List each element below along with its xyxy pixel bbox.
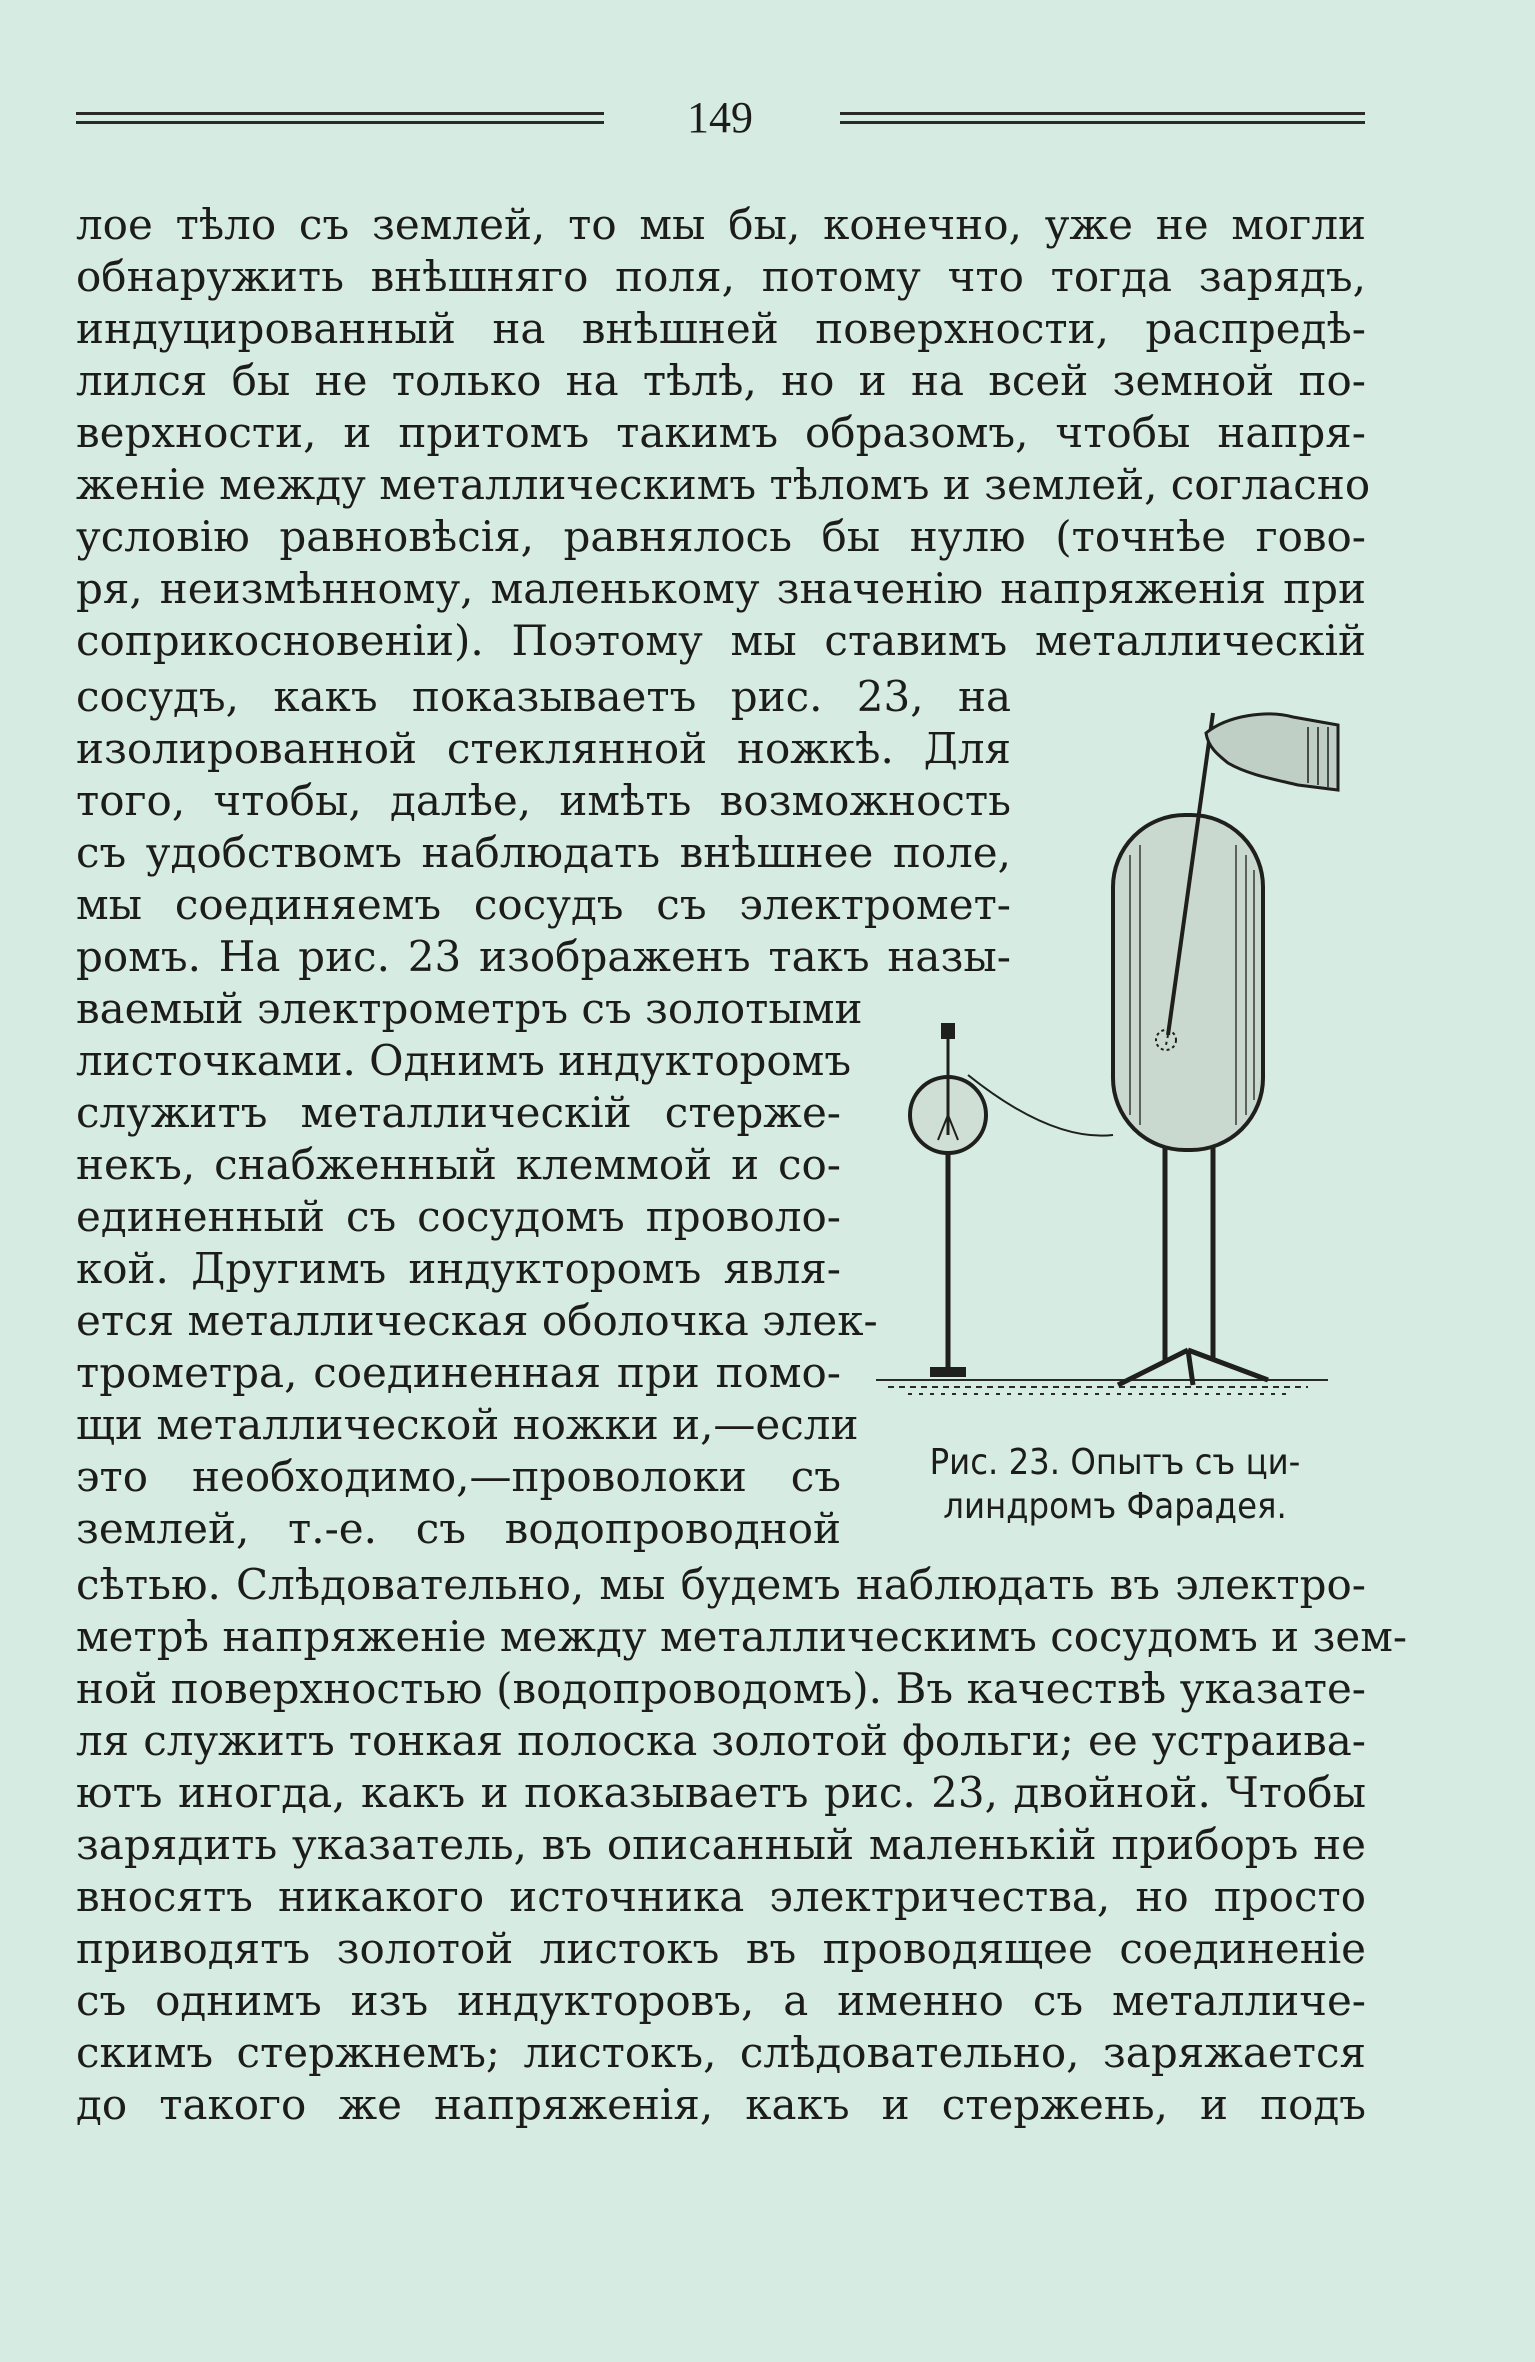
text-line: съ однимъ изъ индукторовъ, а именно съ металличе- — [76, 1976, 1366, 2025]
header-rule-right — [840, 112, 1365, 126]
text-line: сосудъ, какъ показываетъ рис. 23, на — [76, 672, 1011, 721]
text-line: листочками. Однимъ индукторомъ — [76, 1036, 852, 1085]
text-line: приводятъ золотой листокъ въ проводящее соединеніе — [76, 1924, 1366, 1973]
text-line: женіе между металлическимъ тѣломъ и землей, согласно — [76, 460, 1371, 509]
text-line: ля служитъ тонкая полоска золотой фольги; ее устраива- — [76, 1716, 1366, 1765]
text-line: землей, т.-е. съ водопроводной — [76, 1504, 841, 1553]
text-line: индуцированный на внѣшней поверхности, распредѣ- — [76, 304, 1366, 353]
text-line: метрѣ напряженіе между металлическимъ сосудомъ и зем- — [76, 1612, 1408, 1661]
text-line: съ удобствомъ наблюдать внѣшнее поле, — [76, 828, 1011, 877]
text-line: единенный съ сосудомъ проволо- — [76, 1192, 841, 1241]
text-line: ютъ иногда, какъ и показываетъ рис. 23, двойной. Чтобы — [76, 1768, 1366, 1817]
text-line: некъ, снабженный клеммой и со- — [76, 1140, 841, 1189]
figure-caption-line: Рис. 23. Опытъ съ ци- — [929, 1442, 1301, 1483]
text-line: сѣтью. Слѣдовательно, мы будемъ наблюдать въ электро- — [76, 1560, 1366, 1609]
text-line: кой. Другимъ индукторомъ явля- — [76, 1244, 841, 1293]
text-line: того, чтобы, далѣе, имѣть возможность — [76, 776, 1011, 825]
text-line: трометра, соединенная при помо- — [76, 1348, 841, 1397]
text-line: ря, неизмѣнному, маленькому значенію напряженія при — [76, 564, 1366, 613]
header-rule-left — [76, 112, 604, 126]
text-line: лое тѣло съ землей, то мы бы, конечно, уже не могли — [76, 200, 1366, 249]
faraday-cylinder-illustration — [868, 695, 1343, 1430]
figure-caption-line: линдромъ Фарадея. — [943, 1486, 1287, 1527]
text-line: щи металлической ножки и,—если — [76, 1400, 859, 1449]
text-line: вносятъ никакого источника электричества, но просто — [76, 1872, 1366, 1921]
text-line: ной поверхностью (водопроводомъ). Въ качествѣ указате- — [76, 1664, 1366, 1713]
text-line: соприкосновеніи). Поэтому мы ставимъ металлическій — [76, 616, 1366, 665]
text-line: ваемый электрометръ съ золотыми — [76, 984, 863, 1033]
text-line: это необходимо,—проволоки съ — [76, 1452, 841, 1501]
text-line: изолированной стеклянной ножкѣ. Для — [76, 724, 1011, 773]
text-line: скимъ стержнемъ; листокъ, слѣдовательно, заряжается — [76, 2028, 1366, 2077]
text-line: зарядить указатель, въ описанный маленькій приборъ не — [76, 1820, 1366, 1869]
text-line: лился бы не только на тѣлѣ, но и на всей земной по- — [76, 356, 1366, 405]
text-line: мы соединяемъ сосудъ съ электромет- — [76, 880, 1011, 929]
text-line: верхности, и притомъ такимъ образомъ, чтобы напря- — [76, 408, 1366, 457]
text-line: условію равновѣсія, равнялось бы нулю (точнѣе гово- — [76, 512, 1366, 561]
page-number: 149 — [687, 93, 753, 142]
text-line: ромъ. На рис. 23 изображенъ такъ назы- — [76, 932, 1011, 981]
text-line: обнаружить внѣшняго поля, потому что тогда зарядъ, — [76, 252, 1366, 301]
text-line: служитъ металлическій стерже- — [76, 1088, 841, 1137]
text-line: ется металлическая оболочка элек- — [76, 1296, 878, 1345]
text-line: до такого же напряженія, какъ и стержень, и подъ — [76, 2080, 1366, 2129]
